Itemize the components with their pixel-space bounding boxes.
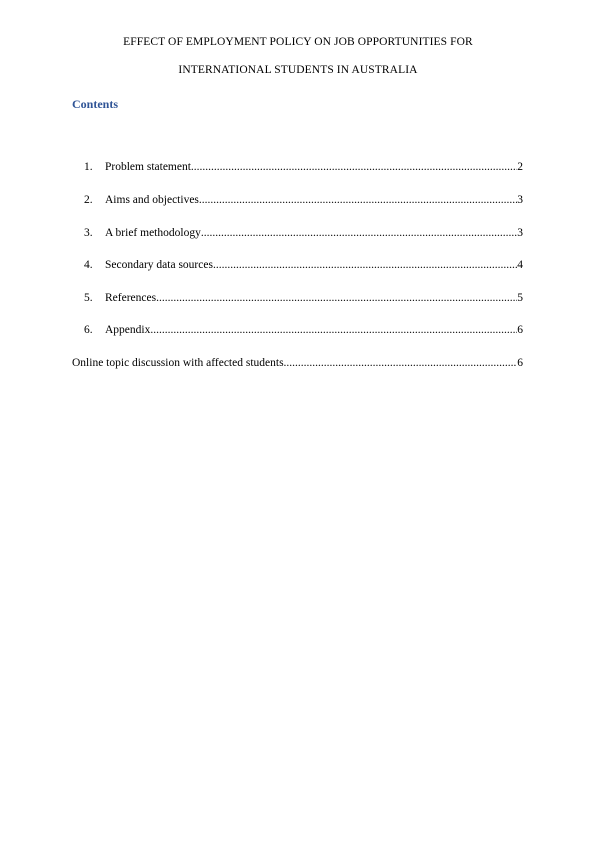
- toc-entry-brief-methodology[interactable]: [0, 225, 596, 241]
- toc-entry-number: 1.: [84, 161, 93, 173]
- contents-heading: Contents: [72, 97, 119, 111]
- toc-entry-problem-statement[interactable]: [0, 159, 596, 175]
- toc-entry-text: Online topic discussion with affected students: [72, 357, 284, 369]
- toc-leader-dots: [201, 225, 517, 241]
- toc-entry-page: 2: [517, 161, 523, 173]
- toc-entry-number: 2.: [84, 194, 93, 206]
- toc-entry-page: 6: [517, 357, 523, 369]
- toc-entry-number: 5.: [84, 292, 93, 304]
- toc-entry-text: References: [105, 292, 157, 304]
- toc-leader-dots: [199, 192, 517, 208]
- toc-entry-page: 6: [517, 324, 523, 336]
- toc-leader-dots: [284, 355, 518, 371]
- toc-entry-page: 5: [517, 292, 523, 304]
- toc-leader-dots: [156, 290, 517, 306]
- toc-entry-number: 3.: [84, 227, 93, 239]
- document-title-line-2: INTERNATIONAL STUDENTS IN AUSTRALIA: [178, 64, 418, 76]
- toc-entry-text: Secondary data sources: [105, 259, 213, 271]
- toc-entry-aims-and-objectives[interactable]: [0, 192, 596, 208]
- toc-entry-page: 3: [517, 227, 523, 239]
- toc-entry-page: 4: [517, 259, 523, 271]
- document-title-line-1: EFFECT OF EMPLOYMENT POLICY ON JOB OPPORTUNITIES FOR: [123, 36, 473, 48]
- toc-entry-appendix[interactable]: [0, 322, 596, 338]
- toc-leader-dots: [150, 322, 517, 338]
- toc-entry-number: 4.: [84, 259, 93, 271]
- toc-entry-number: 6.: [84, 324, 93, 336]
- toc-leader-dots: [191, 159, 517, 175]
- toc-entry-text: Aims and objectives: [105, 194, 199, 206]
- toc-entry-references[interactable]: [0, 290, 596, 306]
- toc-leader-dots: [213, 257, 517, 273]
- toc-entry-secondary-data-sources[interactable]: [0, 257, 596, 273]
- toc-entry-text: Appendix: [105, 324, 151, 336]
- toc-entry-text: Problem statement: [105, 161, 191, 173]
- toc-entry-online-topic-discussion[interactable]: [0, 355, 596, 371]
- toc-entry-text: A brief methodology: [105, 227, 201, 239]
- toc-entry-page: 3: [517, 194, 523, 206]
